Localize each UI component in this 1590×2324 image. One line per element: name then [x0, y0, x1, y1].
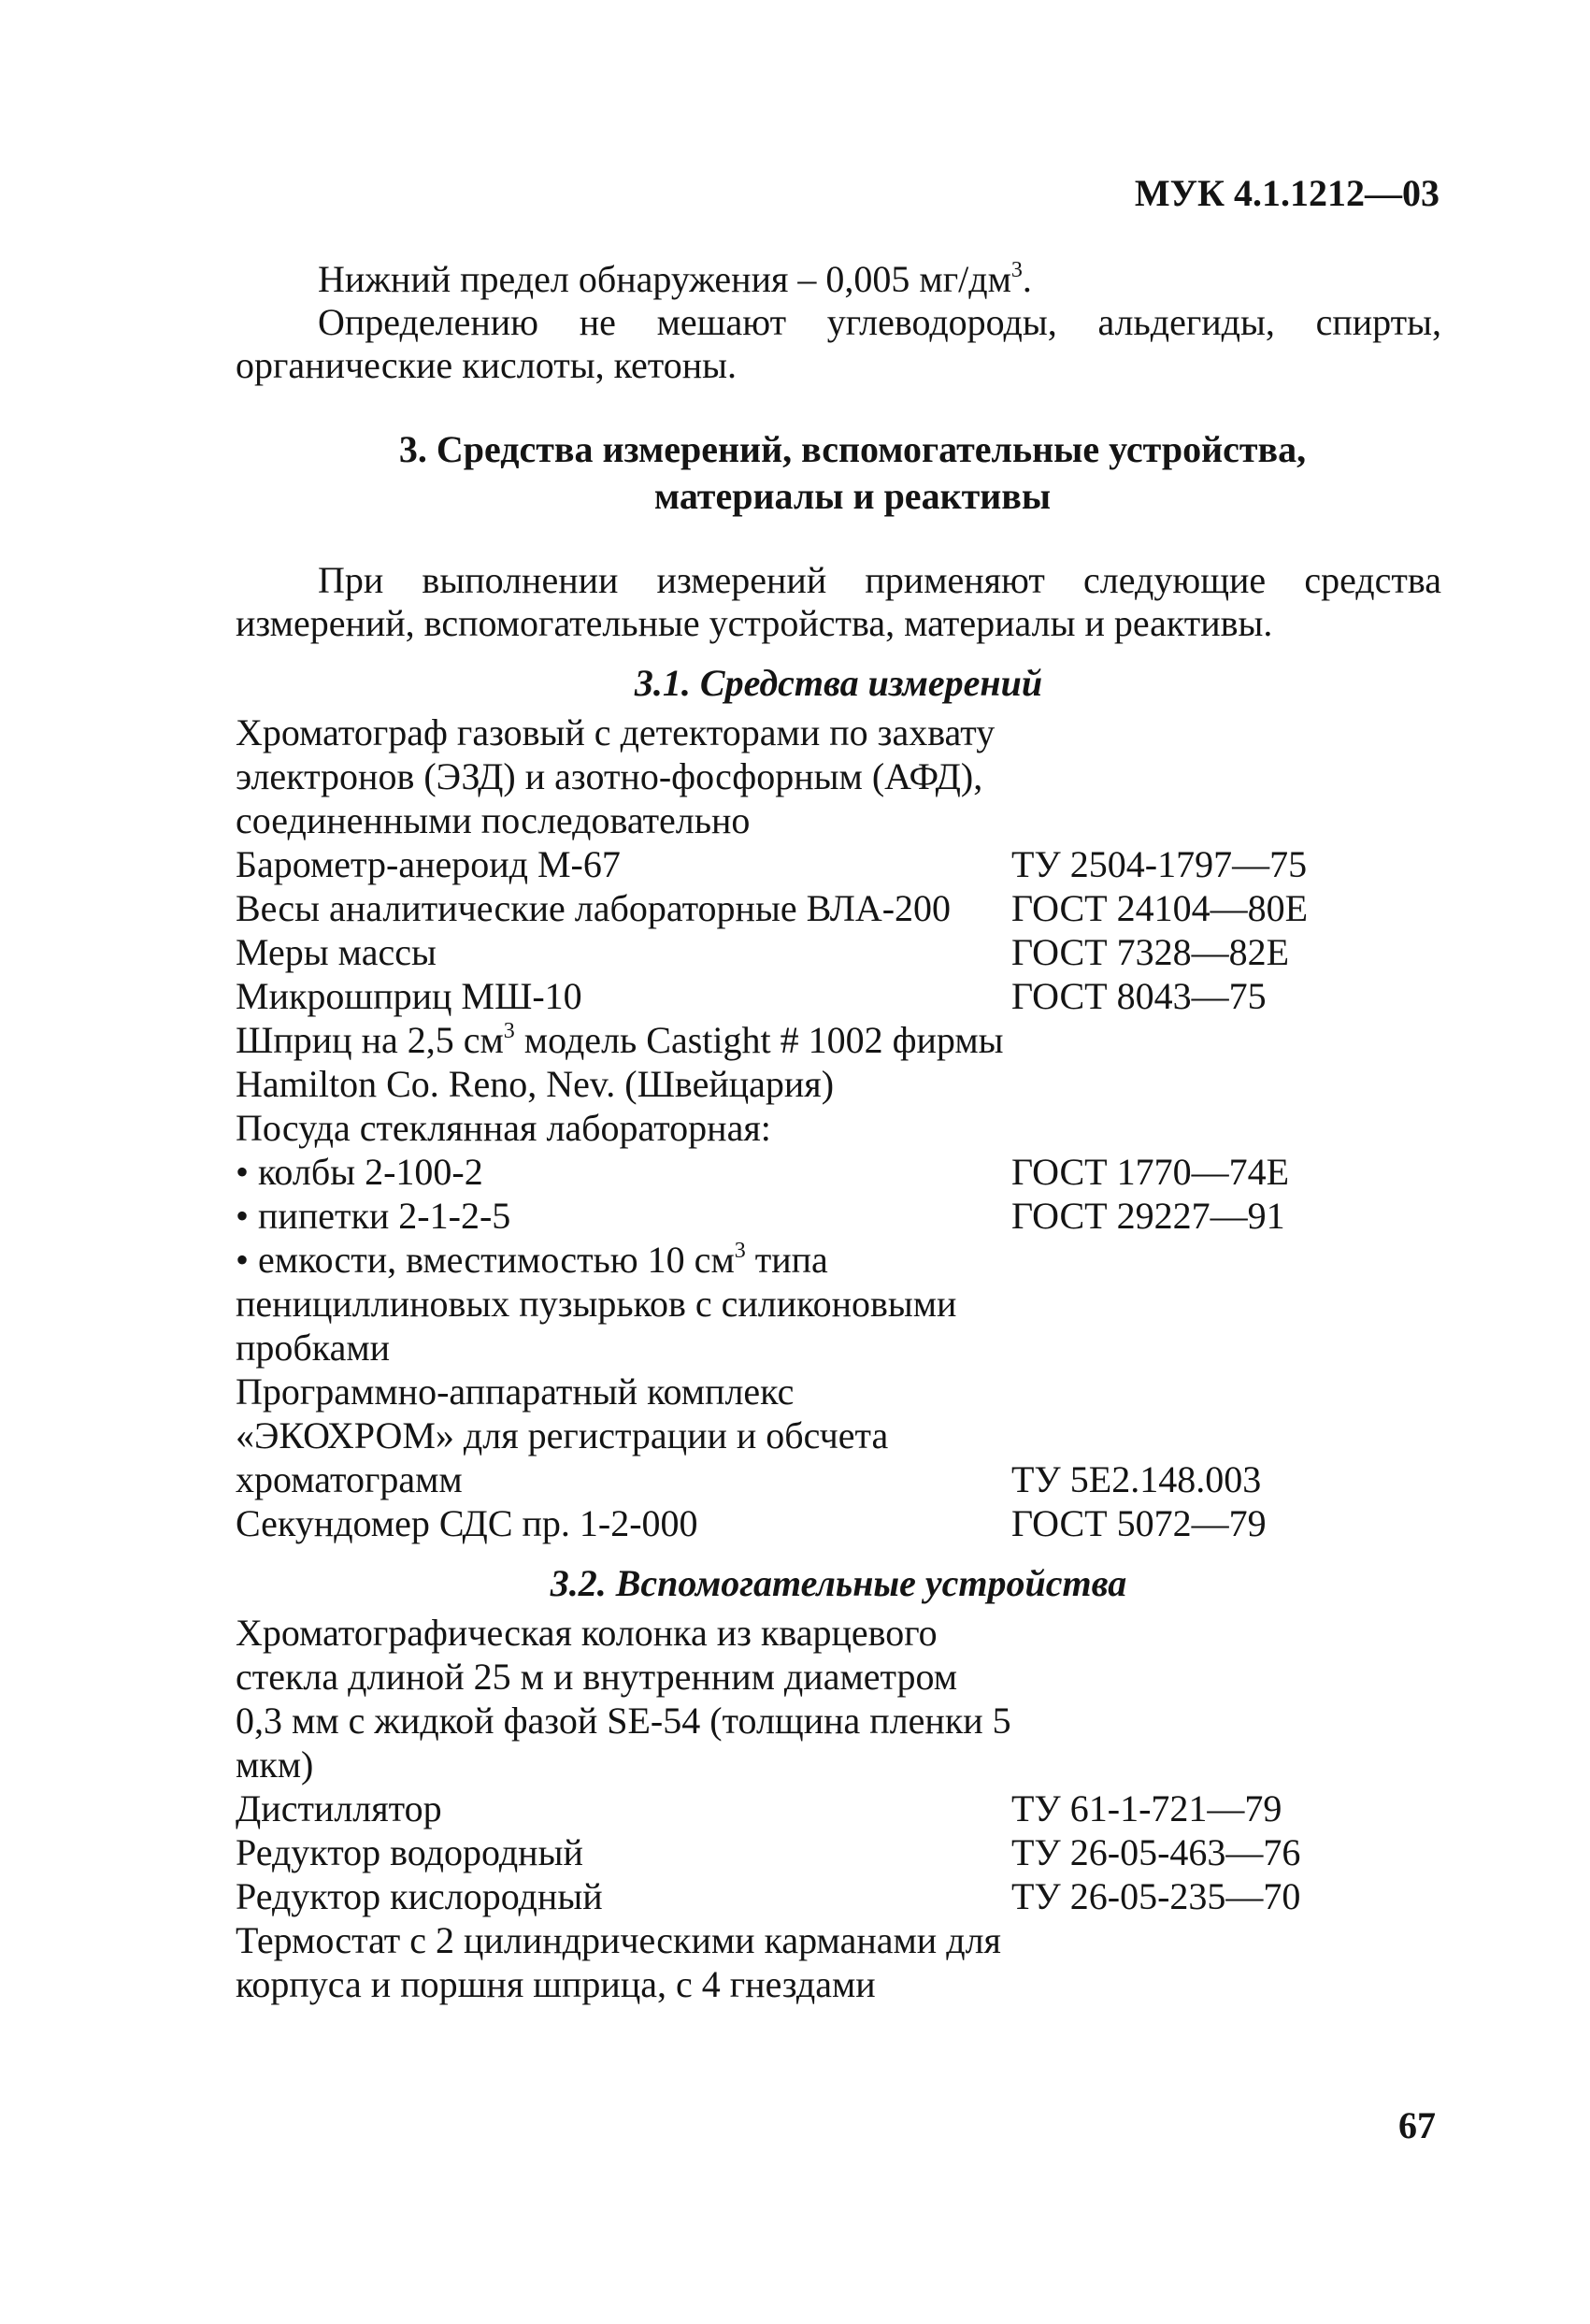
- item-name: Дистиллятор: [236, 1787, 442, 1829]
- list-item: [236, 1918, 1441, 2006]
- list-item: [236, 886, 1441, 930]
- subsection-3-2-title: 3.2. Вспомогательные устройства: [550, 1562, 1127, 1604]
- list-item: [236, 1874, 1441, 1918]
- vials-unit-exponent: 3: [734, 1239, 746, 1263]
- item-name: Редуктор водородный: [236, 1831, 583, 1873]
- item-standard: ГОСТ 7328—82Е: [1011, 931, 1290, 973]
- item-name: Хроматографическая колонка из кварцевого стекла длиной 25 м и внутренним диаметром 0,3 мм с жидкой фазой SE-54 (толщина пленки 5 мкм): [236, 1612, 1011, 1786]
- vials-text-post: типа пенициллиновых пузырьков с силиконовыми пробками: [236, 1239, 957, 1369]
- list-item: [236, 1018, 1441, 1106]
- glassware-heading: Посуда стеклянная лабораторная:: [236, 1107, 771, 1149]
- list-item: [236, 1830, 1441, 1874]
- item-standard: ТУ 2504-1797—75: [1011, 843, 1308, 885]
- syringe-item: [236, 1018, 1011, 1106]
- item-standard: ГОСТ 24104—80Е: [1011, 887, 1309, 929]
- syringe-text-post: модель Castight # 1002 фирмы Hamilton Co. Reno, Nev. (Швейцария): [236, 1019, 1004, 1105]
- item-name: Весы аналитические лабораторные ВЛА-200: [236, 887, 952, 929]
- document-code: МУК 4.1.1212—03: [1134, 172, 1440, 214]
- vials-text-pre: • емкости, вместимостью 10 см: [236, 1239, 735, 1281]
- item-name: Меры массы: [236, 931, 437, 973]
- item-name: • пипетки 2-1-2-5: [236, 1195, 511, 1237]
- list-item: [236, 710, 1441, 842]
- syringe-text-pre: Шприц на 2,5 см: [236, 1019, 504, 1061]
- auxiliary-devices-list: [236, 1611, 1441, 2006]
- detection-limit-unit-exponent: 3: [1010, 258, 1023, 282]
- list-item: [236, 842, 1441, 886]
- page-content: [236, 258, 1441, 2006]
- item-name: Секундомер СДС пр. 1-2-000: [236, 1502, 698, 1544]
- section-3-title-line-1: 3. Средства измерений, вспомогательные устройства,: [398, 428, 1307, 470]
- vials-item: [236, 1238, 1011, 1370]
- list-item: [236, 1194, 1441, 1238]
- item-name: Барометр-анероид М-67: [236, 843, 621, 885]
- item-standard: ТУ 61-1-721—79: [1011, 1787, 1282, 1829]
- item-standard: ТУ 5Е2.148.003: [1011, 1458, 1262, 1500]
- section-3-title: [236, 426, 1441, 520]
- list-item: [236, 1150, 1441, 1194]
- item-standard: ТУ 26-05-463—76: [1011, 1831, 1301, 1873]
- list-item: [236, 1611, 1441, 1786]
- item-name: Хроматограф газовый с детекторами по захвату электронов (ЭЗД) и азотно-фосфорным (АФД), соединенными последовательно: [236, 711, 996, 841]
- item-name: Редуктор кислородный: [236, 1875, 603, 1917]
- page-number: 67: [1398, 2104, 1436, 2146]
- list-item: [236, 1238, 1441, 1370]
- interference-paragraph: Определению не мешают углеводороды, альдегиды, спирты, органические кислоты, кетоны.: [236, 301, 1441, 386]
- list-item: [236, 1786, 1441, 1830]
- item-standard: ГОСТ 8043—75: [1011, 975, 1267, 1017]
- item-name: Термостат с 2 цилиндрическими карманами для корпуса и поршня шприца, с 4 гнездами: [236, 1919, 1001, 2005]
- section-3-title-line-2: материалы и реактивы: [653, 475, 1052, 517]
- list-item: [236, 930, 1441, 974]
- item-name: Микрошприц МШ-10: [236, 975, 582, 1017]
- detection-limit-tail: .: [1022, 258, 1032, 300]
- syringe-unit-exponent: 3: [503, 1019, 515, 1043]
- list-item: [236, 1106, 1441, 1150]
- list-item: [236, 974, 1441, 1018]
- detection-limit-text: Нижний предел обнаружения – 0,005 мг/дм: [318, 258, 1011, 300]
- list-item: [236, 1501, 1441, 1545]
- measurement-instruments-list: [236, 710, 1441, 1545]
- item-name: Программно-аппаратный комплекс «ЭКОХРОМ» для регистрации и обсчета хроматограмм: [236, 1370, 889, 1500]
- list-item: [236, 1370, 1441, 1501]
- item-standard: ГОСТ 5072—79: [1011, 1502, 1267, 1544]
- detection-limit-paragraph: [236, 258, 1441, 301]
- item-standard: ГОСТ 29227—91: [1011, 1195, 1285, 1237]
- subsection-3-1-title: 3.1. Средства измерений: [634, 662, 1043, 704]
- item-standard: ТУ 26-05-235—70: [1011, 1875, 1301, 1917]
- item-standard: ГОСТ 1770—74Е: [1011, 1151, 1290, 1193]
- section-3-intro: При выполнении измерений применяют следующие средства измерений, вспомогательные устройства, материалы и реактивы.: [236, 559, 1441, 644]
- item-name: • колбы 2-100-2: [236, 1151, 483, 1193]
